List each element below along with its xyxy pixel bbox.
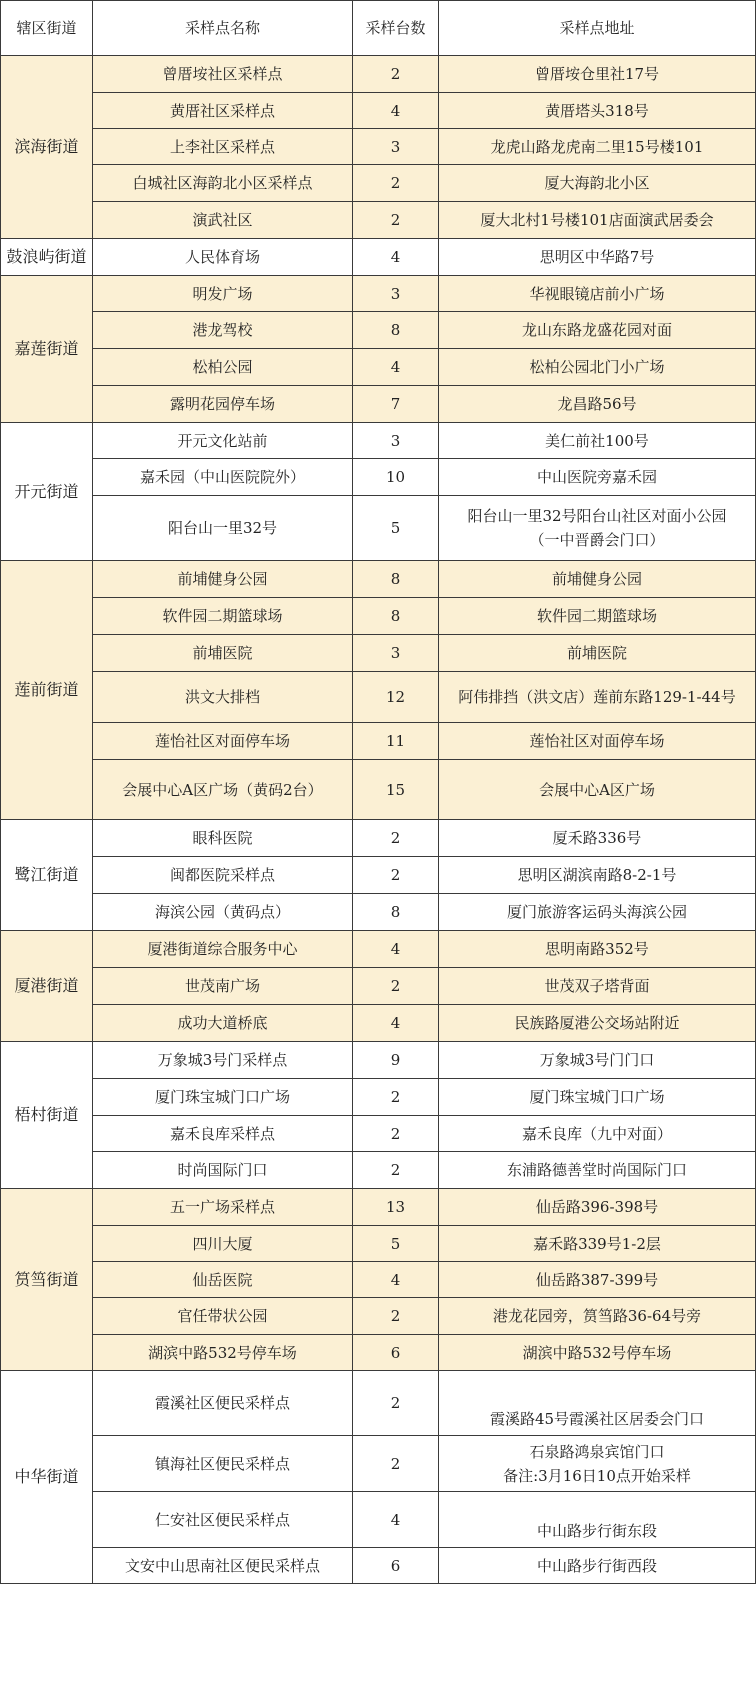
address-cell (439, 1189, 756, 1226)
device-count-cell: 7 (353, 386, 439, 423)
device-count-cell: 2 (353, 1079, 439, 1116)
table-row (1, 1152, 756, 1189)
address-line: 中山路步行街西段 (536, 1556, 657, 1575)
site-name-cell: 前埔健身公园 (93, 561, 353, 598)
site-name-cell: 仁安社区便民采样点 (93, 1492, 353, 1548)
address-cell (439, 312, 756, 349)
district-cell: 莲前街道 (1, 561, 93, 820)
table-row (1, 56, 756, 93)
device-count-cell: 2 (353, 202, 439, 239)
site-name-cell: 露明花园停车场 (93, 386, 353, 423)
device-count-cell: 4 (353, 1492, 439, 1548)
address-line: 软件园二期篮球场 (536, 607, 657, 625)
site-name-cell: 霞溪社区便民采样点 (93, 1371, 353, 1436)
address-line: 龙虎山路龙虎南二里15号楼101 (490, 137, 704, 156)
address-line: 龙山东路龙盛花园对面 (521, 321, 672, 339)
address-cell (439, 760, 756, 820)
table-row (1, 312, 756, 349)
address-line: 莲怡社区对面停车场 (529, 732, 665, 750)
address-cell (439, 598, 756, 635)
address-line: 嘉禾路339号1-2层 (533, 1234, 661, 1253)
district-cell: 中华街道 (1, 1371, 93, 1584)
address-line: 阳台山一里32号阳台山社区对面小公园 (467, 507, 727, 525)
table-row (1, 1262, 756, 1298)
device-count-cell: 4 (353, 1005, 439, 1042)
table-row (1, 1042, 756, 1079)
address-line: （一中晋爵会门口） (529, 531, 665, 549)
site-name-cell: 厦港街道综合服务中心 (93, 931, 353, 968)
address-line: 前埔健身公园 (551, 570, 642, 588)
site-name-cell: 五一广场采样点 (93, 1189, 353, 1226)
district-cell: 厦港街道 (1, 931, 93, 1042)
address-line: 厦大海韵北小区 (544, 174, 650, 192)
address-line: 民族路厦港公交场站附近 (514, 1014, 680, 1032)
site-name-cell: 闽都医院采样点 (93, 857, 353, 894)
address-cell (439, 239, 756, 276)
address-cell (439, 894, 756, 931)
site-name-cell: 官任带状公园 (93, 1298, 353, 1335)
device-count-cell: 6 (353, 1335, 439, 1371)
site-name-cell: 万象城3号门采样点 (93, 1042, 353, 1079)
address-cell (439, 820, 756, 857)
table-row (1, 672, 756, 723)
device-count-cell: 2 (353, 1116, 439, 1152)
table-row (1, 93, 756, 129)
site-name-cell: 海滨公园（黄码点） (93, 894, 353, 931)
header-site-name: 采样点名称 (93, 1, 353, 56)
address-line: 厦大北村1号楼101店面演武居委会 (480, 211, 714, 229)
site-name-cell: 嘉禾良库采样点 (93, 1116, 353, 1152)
site-name-cell: 港龙驾校 (93, 312, 353, 349)
site-name-cell: 开元文化站前 (93, 423, 353, 459)
device-count-cell: 8 (353, 561, 439, 598)
address-line: 中山医院旁嘉禾园 (536, 468, 657, 486)
table-row (1, 931, 756, 968)
address-line: 阿伟排挡（洪文店）莲前东路129-1-44号 (458, 688, 736, 706)
header-district: 辖区街道 (1, 1, 93, 56)
address-cell (439, 1371, 756, 1436)
site-name-cell: 厦门珠宝城门口广场 (93, 1079, 353, 1116)
address-line: 仙岳路387-399号 (535, 1270, 659, 1289)
address-line: 备注:3月16日10点开始采样 (503, 1466, 691, 1485)
device-count-cell: 4 (353, 239, 439, 276)
device-count-cell: 2 (353, 56, 439, 93)
site-name-cell: 湖滨中路532号停车场 (93, 1335, 353, 1371)
table-row (1, 1548, 756, 1584)
address-line: 湖滨中路532号停车场 (522, 1343, 672, 1362)
address-cell (439, 496, 756, 561)
device-count-cell: 8 (353, 312, 439, 349)
site-name-cell: 演武社区 (93, 202, 353, 239)
table-row (1, 165, 756, 202)
address-line: 厦门旅游客运码头海滨公园 (506, 903, 687, 921)
table-row (1, 598, 756, 635)
table-row (1, 1436, 756, 1492)
device-count-cell: 9 (353, 1042, 439, 1079)
address-line: 松柏公园北门小广场 (529, 358, 665, 376)
address-cell (439, 931, 756, 968)
site-name-cell: 文安中山思南社区便民采样点 (93, 1548, 353, 1584)
device-count-cell: 2 (353, 857, 439, 894)
address-cell (439, 56, 756, 93)
table-row (1, 129, 756, 165)
device-count-cell: 4 (353, 931, 439, 968)
site-name-cell: 莲怡社区对面停车场 (93, 723, 353, 760)
header-device-count: 采样台数 (353, 1, 439, 56)
table-row (1, 968, 756, 1005)
device-count-cell: 5 (353, 496, 439, 561)
site-name-cell: 白城社区海韵北小区采样点 (93, 165, 353, 202)
site-name-cell: 上李社区采样点 (93, 129, 353, 165)
device-count-cell: 3 (353, 129, 439, 165)
address-cell (439, 423, 756, 459)
address-cell (439, 459, 756, 496)
address-cell (439, 129, 756, 165)
device-count-cell: 2 (353, 1152, 439, 1189)
device-count-cell: 2 (353, 1436, 439, 1492)
site-name-cell: 黄厝社区采样点 (93, 93, 353, 129)
address-line: 思明区中华路7号 (539, 248, 655, 266)
device-count-cell: 4 (353, 93, 439, 129)
address-line: 中山路步行街东段 (536, 1522, 657, 1540)
address-cell (439, 1492, 756, 1548)
address-cell (439, 1548, 756, 1584)
table-row (1, 496, 756, 561)
address-cell (439, 1116, 756, 1152)
address-cell (439, 1298, 756, 1335)
address-line: 曾厝垵仓里社17号 (534, 65, 660, 83)
table-row (1, 276, 756, 312)
address-cell (439, 1152, 756, 1189)
table-row (1, 1371, 756, 1436)
table-row (1, 202, 756, 239)
site-name-cell: 时尚国际门口 (93, 1152, 353, 1189)
table-row (1, 857, 756, 894)
table-row (1, 561, 756, 598)
table-row (1, 349, 756, 386)
table-row (1, 1079, 756, 1116)
address-cell (439, 276, 756, 312)
device-count-cell: 10 (353, 459, 439, 496)
table-row (1, 1116, 756, 1152)
district-cell: 开元街道 (1, 423, 93, 561)
address-cell (439, 635, 756, 672)
address-cell (439, 386, 756, 423)
table-row (1, 1226, 756, 1262)
site-name-cell: 仙岳医院 (93, 1262, 353, 1298)
site-name-cell: 嘉禾园（中山医院院外） (93, 459, 353, 496)
device-count-cell: 2 (353, 1298, 439, 1335)
table-row (1, 1298, 756, 1335)
address-cell (439, 672, 756, 723)
address-cell (439, 1262, 756, 1298)
district-cell: 鹭江街道 (1, 820, 93, 931)
table-row (1, 635, 756, 672)
site-name-cell: 镇海社区便民采样点 (93, 1436, 353, 1492)
site-name-cell: 软件园二期篮球场 (93, 598, 353, 635)
table-row (1, 723, 756, 760)
site-name-cell: 眼科医院 (93, 820, 353, 857)
device-count-cell: 15 (353, 760, 439, 820)
address-cell (439, 857, 756, 894)
device-count-cell: 2 (353, 968, 439, 1005)
address-line: 世茂双子塔背面 (544, 977, 650, 995)
table-body (1, 56, 756, 1584)
district-cell: 嘉莲街道 (1, 276, 93, 423)
table-row (1, 239, 756, 276)
address-line: 思明区湖滨南路8-2-1号 (517, 866, 677, 884)
table-row (1, 1492, 756, 1548)
district-cell: 筼筜街道 (1, 1189, 93, 1371)
address-cell (439, 723, 756, 760)
device-count-cell: 2 (353, 820, 439, 857)
address-cell (439, 968, 756, 1005)
site-name-cell: 曾厝垵社区采样点 (93, 56, 353, 93)
address-line: 思明南路352号 (545, 940, 649, 958)
site-name-cell: 洪文大排档 (93, 672, 353, 723)
site-name-cell: 世茂南广场 (93, 968, 353, 1005)
address-cell (439, 349, 756, 386)
address-line: 东浦路德善堂时尚国际门口 (506, 1161, 687, 1179)
address-line: 港龙花园旁，筼筜路36-64号旁 (492, 1307, 702, 1325)
table-row (1, 1005, 756, 1042)
device-count-cell: 6 (353, 1548, 439, 1584)
site-name-cell: 成功大道桥底 (93, 1005, 353, 1042)
address-line: 前埔医院 (566, 644, 627, 662)
table-row (1, 820, 756, 857)
device-count-cell: 4 (353, 349, 439, 386)
address-line: 仙岳路396-398号 (535, 1198, 659, 1216)
device-count-cell: 8 (353, 894, 439, 931)
address-line: 华视眼镜店前小广场 (529, 284, 665, 303)
table-row (1, 760, 756, 820)
address-cell (439, 1335, 756, 1371)
address-line: 会展中心A区广场 (539, 780, 655, 799)
address-cell (439, 1436, 756, 1492)
address-cell (439, 561, 756, 598)
site-name-cell: 人民体育场 (93, 239, 353, 276)
device-count-cell: 3 (353, 635, 439, 672)
site-name-cell: 松柏公园 (93, 349, 353, 386)
address-cell (439, 1005, 756, 1042)
address-line: 黄厝塔头318号 (545, 101, 649, 120)
device-count-cell: 4 (353, 1262, 439, 1298)
site-name-cell: 会展中心A区广场（黄码2台） (93, 760, 353, 820)
device-count-cell: 3 (353, 276, 439, 312)
address-cell (439, 1079, 756, 1116)
header-row (1, 1, 756, 56)
device-count-cell: 13 (353, 1189, 439, 1226)
address-line: 厦门珠宝城门口广场 (529, 1088, 665, 1106)
district-cell: 滨海街道 (1, 56, 93, 239)
address-cell (439, 1226, 756, 1262)
address-line: 霞溪路45号霞溪社区居委会门口 (489, 1410, 705, 1428)
address-cell (439, 165, 756, 202)
header-address: 采样点地址 (439, 1, 756, 56)
district-cell: 鼓浪屿街道 (1, 239, 93, 276)
device-count-cell: 3 (353, 423, 439, 459)
site-name-cell: 前埔医院 (93, 635, 353, 672)
device-count-cell: 2 (353, 165, 439, 202)
address-line: 石泉路鸿泉宾馆门口 (529, 1442, 665, 1461)
device-count-cell: 5 (353, 1226, 439, 1262)
address-line: 万象城3号门门口 (539, 1051, 655, 1069)
site-name-cell: 明发广场 (93, 276, 353, 312)
site-name-cell: 四川大厦 (93, 1226, 353, 1262)
table-row (1, 894, 756, 931)
site-name-cell: 阳台山一里32号 (93, 496, 353, 561)
address-cell (439, 1042, 756, 1079)
address-line: 龙昌路56号 (557, 395, 637, 413)
address-line: 嘉禾良库（九中对面） (521, 1124, 672, 1143)
device-count-cell: 11 (353, 723, 439, 760)
district-cell: 梧村街道 (1, 1042, 93, 1189)
device-count-cell: 2 (353, 1371, 439, 1436)
table-row (1, 1335, 756, 1371)
address-cell (439, 202, 756, 239)
address-cell (439, 93, 756, 129)
table-row (1, 423, 756, 459)
device-count-cell: 12 (353, 672, 439, 723)
address-line: 厦禾路336号 (552, 829, 642, 847)
table-row (1, 459, 756, 496)
device-count-cell: 8 (353, 598, 439, 635)
table-row (1, 1189, 756, 1226)
address-line: 美仁前社100号 (545, 431, 649, 450)
table-row (1, 386, 756, 423)
